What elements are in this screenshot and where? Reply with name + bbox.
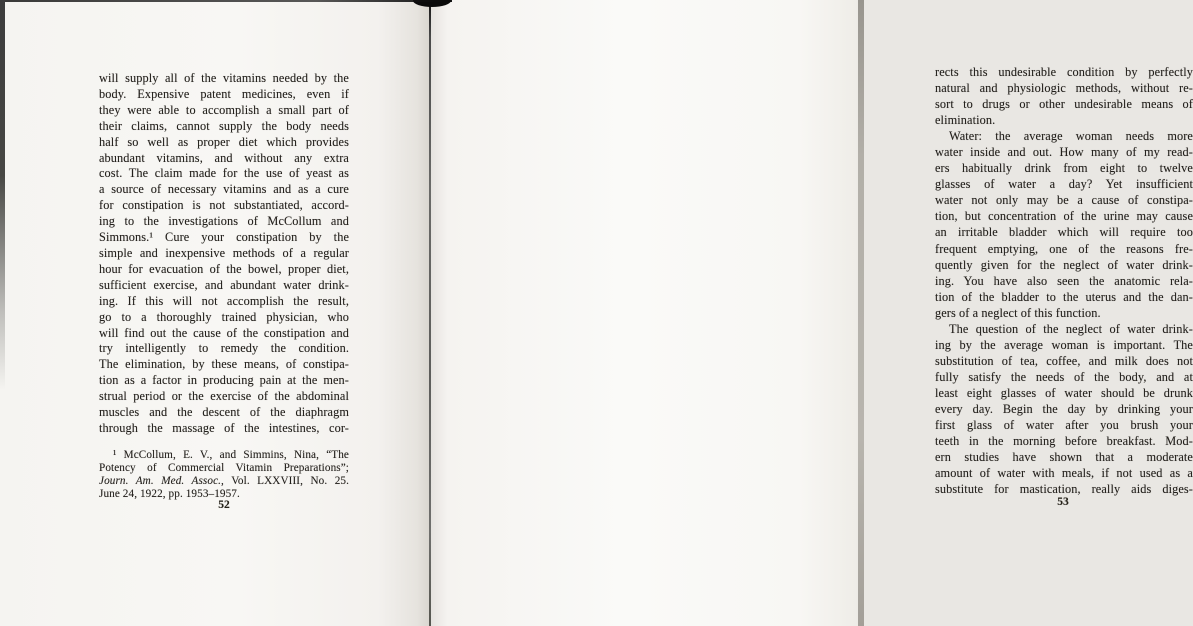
top-edge-shadow <box>0 0 452 2</box>
text-line: substitute for mastication, really aids diges- <box>935 482 1193 497</box>
page-edge-right <box>858 0 864 626</box>
text-line: The elimination, by these means, of constipa- <box>99 357 349 372</box>
text-line: tion as a factor in producing pain at the men- <box>99 373 349 388</box>
text-line: elimination. <box>935 113 996 128</box>
text-line: abundant vitamins, and without any extra <box>99 150 349 165</box>
text-line: half so well as proper diet which provides <box>99 134 349 149</box>
text-line: ing by the average woman is important. The <box>935 337 1193 352</box>
left-page-text <box>99 71 349 437</box>
text-line: through the massage of the intestines, cor- <box>99 420 349 435</box>
page-number-left: 52 <box>218 499 230 511</box>
text-line: first glass of water after you brush your <box>935 418 1193 433</box>
right-page <box>430 0 1193 626</box>
text-line: quently given for the neglect of water drink- <box>935 257 1193 272</box>
page-number-right: 53 <box>1057 496 1069 508</box>
text-line: every day. Begin the day by drinking your <box>935 401 1193 416</box>
text-line: try intelligently to remedy the condition. <box>99 341 349 356</box>
text-line: frequent emptying, one of the reasons fre- <box>935 241 1193 256</box>
left-page <box>0 0 430 626</box>
text-line: a source of necessary vitamins and as a cure <box>99 182 349 197</box>
text-line: sort to drugs or other undesirable means of <box>935 97 1193 112</box>
text-line: simple and inexpensive methods of a regular <box>99 245 349 260</box>
text-line: The question of the neglect of water drink- <box>949 321 1193 336</box>
text-line: water not only may be a cause of constipa- <box>935 193 1193 208</box>
text-line: ers habitually drink from eight to twelve <box>935 161 1193 176</box>
text-line: June 24, 1922, pp. 1953–1957. <box>99 488 240 501</box>
text-line: cost. The claim made for the use of yeast as <box>99 166 349 181</box>
page-edge-left <box>0 0 5 390</box>
text-line: ing. If this will not accomplish the result, <box>99 293 349 308</box>
text-line: their claims, cannot supply the body needs <box>99 118 349 133</box>
text-line: an irritable bladder which will require too <box>935 225 1193 240</box>
text-line: amount of water with meals, if not used as a <box>935 466 1193 481</box>
text-line: go to a thoroughly trained physician, who <box>99 309 349 324</box>
text-line: glasses of water a day? Yet insufficient <box>935 177 1193 192</box>
gutter-crease <box>429 0 431 626</box>
text-line: water inside and out. How many of my read- <box>935 145 1193 160</box>
text-line: they were able to accomplish a small part of <box>99 102 349 117</box>
text-line: Simmons.¹ Cure your constipation by the <box>99 230 349 245</box>
text-line: least eight glasses of water should be drunk <box>935 385 1193 400</box>
text-line: ern studies have shown that a moderate <box>935 450 1193 465</box>
text-line: gers of a neglect of this function. <box>935 305 1101 320</box>
text-line: Potency of Commercial Vitamin Preparations”; <box>99 462 349 475</box>
text-line: muscles and the descent of the diaphragm <box>99 405 349 420</box>
text-line: tion of the bladder to the uterus and the dan- <box>935 289 1193 304</box>
text-line: substitution of tea, coffee, and milk does not <box>935 353 1193 368</box>
text-line: for constipation is not substantiated, accord- <box>99 198 349 213</box>
journal-title-italic: Journ. Am. Med. Assoc., <box>99 475 224 488</box>
text-line: ¹ McCollum, E. V., and Simmins, Nina, “The <box>113 449 349 461</box>
text-line: rects this undesirable condition by perfectly <box>935 65 1193 79</box>
text-line: Water: the average woman needs more <box>949 129 1193 144</box>
text-line: hour for evacuation of the bowel, proper diet, <box>99 261 349 276</box>
text-line <box>99 475 349 488</box>
footnote <box>99 449 349 501</box>
text-line: ing. You have also seen the anatomic rela- <box>935 273 1193 288</box>
text-line: natural and physiologic methods, without re- <box>935 81 1193 96</box>
text-segment: Vol. LXXVIII, No. 25. <box>223 475 349 488</box>
text-line: teeth in the morning before breakfast. Mod- <box>935 434 1193 449</box>
text-line: will find out the cause of the constipation and <box>99 325 349 340</box>
text-line: ing to the investigations of McCollum and <box>99 214 349 229</box>
text-line: sufficient exercise, and abundant water drink- <box>99 277 349 292</box>
text-line: strual period or the exercise of the abdominal <box>99 389 349 404</box>
text-line: fully satisfy the needs of the body, and at <box>935 369 1193 384</box>
text-line: will supply all of the vitamins needed by the <box>99 71 349 85</box>
text-line: body. Expensive patent medicines, even if <box>99 86 349 101</box>
text-line: tion, but concentration of the urine may cause <box>935 209 1193 224</box>
right-page-text <box>935 64 1193 497</box>
